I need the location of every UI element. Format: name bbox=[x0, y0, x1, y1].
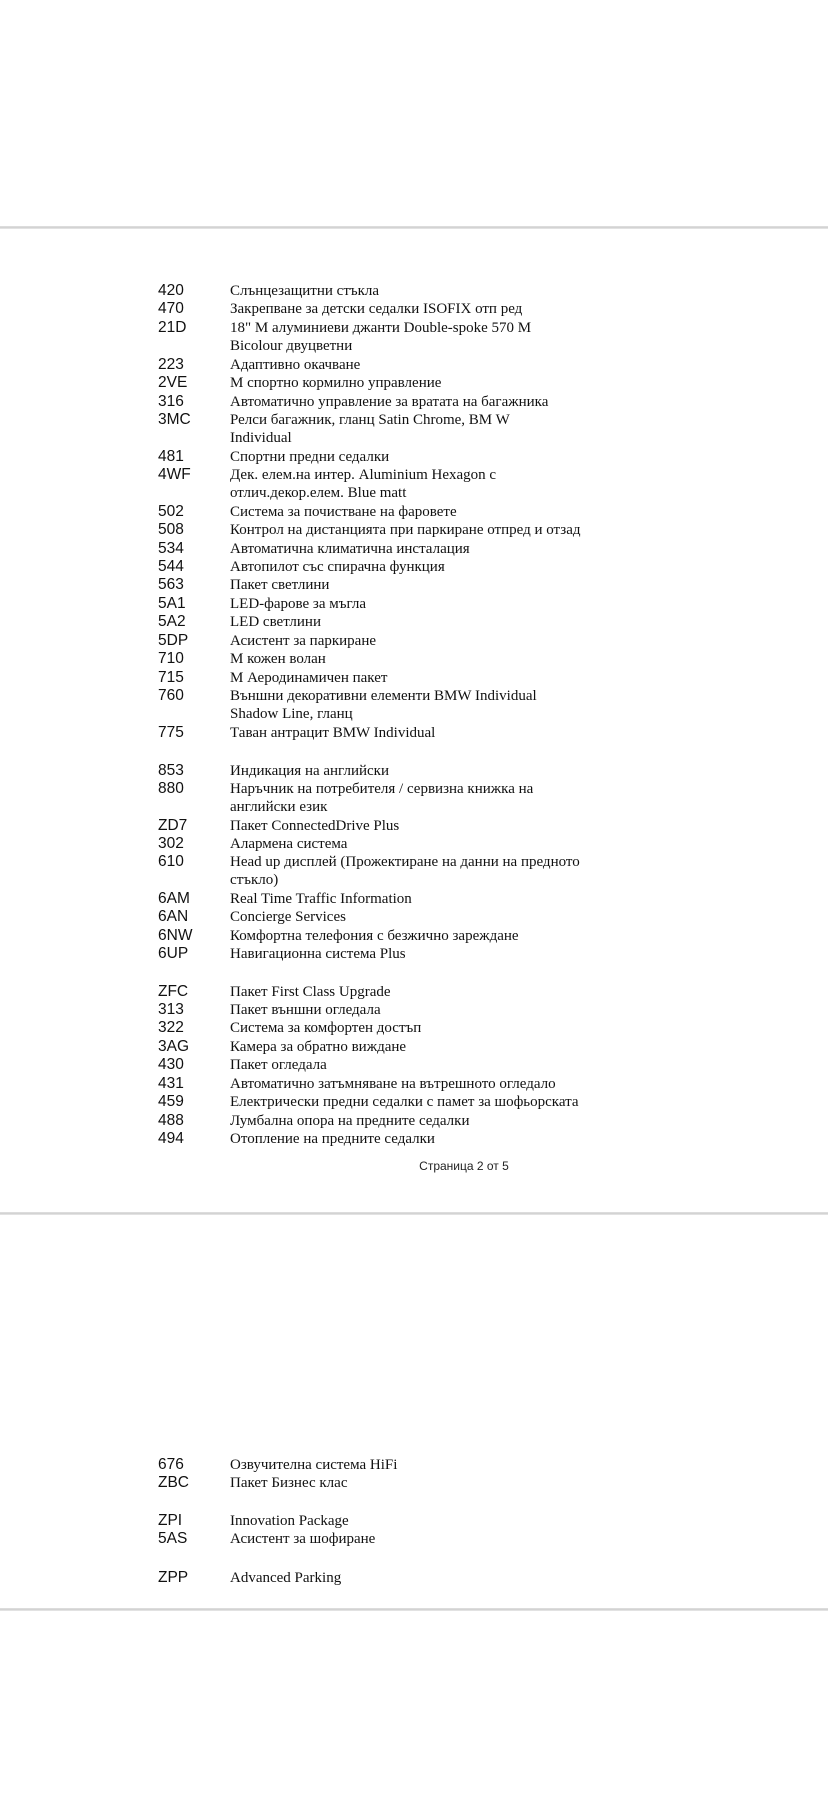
list-item bbox=[158, 1019, 638, 1037]
list-item bbox=[158, 393, 638, 411]
item-desc: Innovation Package bbox=[230, 1513, 349, 1529]
item-code: 502 bbox=[158, 503, 184, 520]
item-desc: Лумбална опора на предните седалки bbox=[230, 1113, 470, 1129]
list-item bbox=[158, 983, 638, 1001]
list-item bbox=[158, 890, 638, 908]
list-item bbox=[158, 1112, 638, 1130]
item-desc: Concierge Services bbox=[230, 909, 346, 925]
item-code: 322 bbox=[158, 1019, 184, 1036]
item-code: 508 bbox=[158, 521, 184, 538]
list-item bbox=[158, 945, 638, 963]
page-divider-top bbox=[0, 226, 828, 229]
list-item bbox=[158, 282, 638, 300]
item-code: 494 bbox=[158, 1130, 184, 1147]
list-item bbox=[158, 632, 638, 650]
item-desc: Пакет First Class Upgrade bbox=[230, 984, 391, 1000]
item-code: 715 bbox=[158, 669, 184, 686]
item-code: 6NW bbox=[158, 927, 193, 944]
list-item bbox=[158, 613, 638, 631]
list-item bbox=[158, 1530, 638, 1548]
item-code: 481 bbox=[158, 448, 184, 465]
item-desc: М Аеродинамичен пакет bbox=[230, 670, 388, 686]
item-code: 431 bbox=[158, 1075, 184, 1092]
item-code: 223 bbox=[158, 356, 184, 373]
list-item bbox=[158, 780, 558, 816]
list-item bbox=[158, 762, 638, 780]
list-item bbox=[158, 724, 638, 742]
item-desc: Пакет външни огледала bbox=[230, 1002, 381, 1018]
list-item bbox=[158, 853, 618, 889]
item-desc: Асистент за паркиране bbox=[230, 633, 377, 649]
item-code: 459 bbox=[158, 1093, 184, 1110]
item-code: 880 bbox=[158, 780, 184, 797]
item-code: 760 bbox=[158, 687, 184, 704]
item-code: 534 bbox=[158, 540, 184, 557]
item-code: 3MC bbox=[158, 411, 191, 428]
item-code: 676 bbox=[158, 1456, 184, 1473]
item-code: ZD7 bbox=[158, 817, 188, 834]
item-code: ZPI bbox=[158, 1512, 183, 1529]
item-code: 2VE bbox=[158, 374, 188, 391]
item-desc: Автоматично управление за вратата на багажника bbox=[230, 394, 549, 410]
item-desc: Слънцезащитни стъкла bbox=[230, 283, 380, 299]
list-item bbox=[158, 1038, 638, 1056]
item-desc: Дек. елем.на интер. Aluminium Hexagon с отлич.декор.елем. Blue matt bbox=[230, 467, 497, 501]
item-code: ZFC bbox=[158, 983, 189, 1000]
list-item bbox=[158, 448, 638, 466]
item-desc: 18" M алуминиеви джанти Double-spoke 570 M Bicolour двуцветни bbox=[230, 320, 532, 354]
item-code: ZPP bbox=[158, 1569, 189, 1586]
item-desc: Комфортна телефония с безжично зареждане bbox=[230, 928, 519, 944]
list-item bbox=[158, 1075, 638, 1093]
list-item bbox=[158, 466, 528, 502]
item-desc: Индикация на английски bbox=[230, 763, 389, 779]
list-item bbox=[158, 1512, 638, 1530]
list-item bbox=[158, 927, 638, 945]
list-item bbox=[158, 1456, 638, 1474]
list-item bbox=[158, 595, 638, 613]
item-desc: Външни декоративни елементи BMW Individual Shadow Line, гланц bbox=[230, 688, 537, 722]
item-code: 313 bbox=[158, 1001, 184, 1018]
item-code: 4WF bbox=[158, 466, 191, 483]
page-number: Страница 2 от 5 bbox=[419, 1159, 509, 1173]
item-code: 3AG bbox=[158, 1038, 190, 1055]
list-item bbox=[158, 1001, 638, 1019]
list-item bbox=[158, 669, 638, 687]
item-desc: Електрически предни седалки с памет за шофьорската bbox=[230, 1094, 579, 1110]
item-code: 6AM bbox=[158, 890, 190, 907]
item-desc: Закрепване за детски седалки ISOFIX отп ред bbox=[230, 301, 523, 317]
item-desc: Алармена система bbox=[230, 836, 348, 852]
item-desc: Пакет светлини bbox=[230, 577, 330, 593]
item-desc: Real Time Traffic Information bbox=[230, 891, 412, 907]
item-desc: М спортно кормилно управление bbox=[230, 375, 442, 391]
list-item bbox=[158, 300, 638, 318]
item-code: 430 bbox=[158, 1056, 184, 1073]
list-item bbox=[158, 835, 638, 853]
list-item bbox=[158, 1569, 638, 1587]
item-code: 420 bbox=[158, 282, 184, 299]
item-desc: Спортни предни седалки bbox=[230, 449, 390, 465]
item-desc: Адаптивно окачване bbox=[230, 357, 361, 373]
item-code: 5A1 bbox=[158, 595, 186, 612]
list-item bbox=[158, 908, 638, 926]
list-item bbox=[158, 521, 638, 539]
item-desc: Асистент за шофиране bbox=[230, 1531, 376, 1547]
list-item bbox=[158, 650, 638, 668]
item-code: 5AS bbox=[158, 1530, 188, 1547]
item-code: 488 bbox=[158, 1112, 184, 1129]
list-item bbox=[158, 687, 578, 723]
item-desc: Advanced Parking bbox=[230, 1570, 342, 1586]
item-code: 470 bbox=[158, 300, 184, 317]
list-item bbox=[158, 576, 638, 594]
item-desc: Автоматична климатична инсталация bbox=[230, 541, 470, 557]
item-code: 775 bbox=[158, 724, 184, 741]
list-item bbox=[158, 540, 638, 558]
item-code: 302 bbox=[158, 835, 184, 852]
item-code: 5A2 bbox=[158, 613, 186, 630]
item-desc: M кожен волан bbox=[230, 651, 326, 667]
item-desc: Отопление на предните седалки bbox=[230, 1131, 435, 1147]
item-desc: Пакет Бизнес клас bbox=[230, 1475, 348, 1491]
page-divider-middle bbox=[0, 1212, 828, 1215]
list-item bbox=[158, 1056, 638, 1074]
list-item bbox=[158, 503, 638, 521]
list-item bbox=[158, 558, 638, 576]
item-desc: Система за комфортен достъп bbox=[230, 1020, 422, 1036]
list-item bbox=[158, 374, 638, 392]
item-desc: Релси багажник, гланц Satin Chrome, BM W Individual bbox=[230, 412, 510, 446]
list-item bbox=[158, 1093, 638, 1111]
item-code: 710 bbox=[158, 650, 184, 667]
page-divider-bottom bbox=[0, 1608, 828, 1611]
list-item bbox=[158, 319, 578, 355]
item-code: 853 bbox=[158, 762, 184, 779]
item-code: ZBC bbox=[158, 1474, 189, 1491]
list-item bbox=[158, 356, 638, 374]
list-item bbox=[158, 817, 638, 835]
item-desc: Автопилот със спирачна функция bbox=[230, 559, 445, 575]
item-desc: LED-фарове за мъгла bbox=[230, 596, 367, 612]
item-desc: Автоматично затъмняване на вътрешното огледало bbox=[230, 1076, 556, 1092]
item-code: 6UP bbox=[158, 945, 189, 962]
item-code: 6AN bbox=[158, 908, 189, 925]
item-code: 21D bbox=[158, 319, 187, 336]
item-desc: Камера за обратно виждане bbox=[230, 1039, 407, 1055]
item-code: 544 bbox=[158, 558, 184, 575]
item-desc: Наръчник на потребителя / сервизна книжка на английски език bbox=[230, 781, 534, 815]
item-code: 563 bbox=[158, 576, 184, 593]
item-desc: Head up дисплей (Прожектиране на данни на предното стъкло) bbox=[230, 854, 580, 888]
item-desc: Навигационна система Plus bbox=[230, 946, 406, 962]
item-code: 5DP bbox=[158, 632, 189, 649]
item-desc: Озвучителна система HiFi bbox=[230, 1457, 398, 1473]
item-desc: Контрол на дистанцията при паркиране отпред и отзад bbox=[230, 522, 581, 538]
list-item bbox=[158, 1130, 638, 1148]
item-code: 316 bbox=[158, 393, 184, 410]
item-desc: Пакет ConnectedDrive Plus bbox=[230, 818, 400, 834]
item-desc: Пакет огледала bbox=[230, 1057, 327, 1073]
item-desc: Система за почистване на фаровете bbox=[230, 504, 457, 520]
item-desc: Таван антрацит BMW Individual bbox=[230, 725, 436, 741]
list-item bbox=[158, 1474, 638, 1492]
list-item bbox=[158, 411, 548, 447]
item-desc: LED светлини bbox=[230, 614, 321, 630]
item-code: 610 bbox=[158, 853, 184, 870]
